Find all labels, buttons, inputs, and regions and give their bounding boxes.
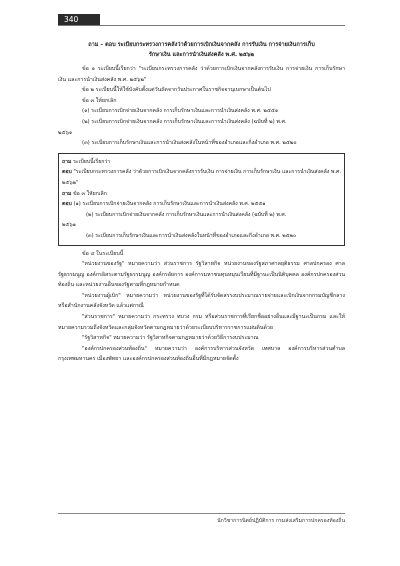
heading-line-1: ถาม – ตอบ ระเบียบกระทรวงการคลังว่าด้วยการเบิกเงินจากคลัง การรับเงิน การจ่ายเงินการเก็บ — [88, 42, 315, 48]
definition-paragraph: "รัฐวิสาหกิจ" หมายความว่า รัฐวิสาหกิจตามกฎหมายว่าด้วยวิธีการงบประมาณ — [82, 335, 259, 342]
intro-list-continuation: ๒๕๖๑ — [58, 129, 73, 136]
page-footer: นักวิชาการนิตย์ปฏิบัติการ กรมส่งเสริมการปกครองท้องถิ่น — [217, 518, 345, 524]
intro-list-item: (๑) ระเบียบการเบิกจ่ายเงินจากคลัง การเก็บรักษาเงินและการนำเงินส่งคลัง พ.ศ. ๒๕๕๑ — [82, 108, 279, 115]
question-label: ถาม — [62, 190, 72, 197]
header-rule — [58, 25, 345, 26]
document-heading — [58, 40, 345, 60]
intro-list-item: (๒) ระเบียบการเบิกจ่ายเงินจากคลัง การเก็บรักษาเงินและการนำเงินส่งคลัง (ฉบับที่ ๒) พ.ศ. — [82, 118, 287, 125]
intro-paragraph: ข้อ ๑ ระเบียบนี้เรียกว่า "ระเบียบกระทรวงการคลัง ว่าด้วยการเบิกเงินจากคลังการรับเงิน การจ่ายเงิน การเก็บรักษาเงิน และการนำเงินส่งคลัง พ.ศ. ๒๕๖๒" — [58, 66, 345, 83]
answer-label: ตอบ — [62, 169, 72, 176]
definition-paragraph: "หน่วยงานผู้เบิก" หมายความว่า หน่วยงานของรัฐที่ได้รับจัดสรรงบประมาณรายจ่ายและเบิกเงินจากกรมบัญชีกลางหรือสำนักงานคลังจังหวัด แล้วแต่กรณี — [58, 292, 345, 310]
intro-list-item: (๓) ระเบียบการเก็บรักษาเงินและการนำเงินส่งคลังในหน้าที่ของอำเภอและกิ่งอำเภอ พ.ศ. ๒๕๒๐ — [82, 140, 297, 147]
definition-paragraph: "หน่วยงานของรัฐ" หมายความว่า ส่วนราชการ รัฐวิสาหกิจ หน่วยงานของรัฐสภาศาลยุติธรรม ศาลปกครอง ศาลรัฐธรรมนูญ องค์กรอิสระตามรัฐธรรมนูญ องค์กรอัยการ องค์การมหาชนทุนหมุนเวียนที่มีฐานะเป็นนิติบุคคล องค์กรปกครองส่วนท้องถิ่น และหน่วยงานอื่นของรัฐตามที่กฎหมายกำหนด — [58, 261, 345, 289]
section-heading: ข้อ ๔ ในระเบียบนี้ — [82, 250, 124, 257]
answer-1 — [62, 167, 341, 188]
definition-paragraph: "ส่วนราชการ" หมายความว่า กระทรวง ทบวง กรม หรือส่วนราชการที่เรียกชื่ออย่างอื่นและมีฐานะเป็นกรม และให้หมายความรวมถึงจังหวัดและกลุ่มจังหวัดตามกฎหมายว่าด้วยระเบียบบริหารราชการแผ่นดินด้วย — [58, 314, 345, 331]
document-body — [58, 40, 345, 365]
definition-paragraph: "องค์กรปกครองส่วนท้องถิ่น" หมายความว่า องค์การบริหารส่วนจังหวัด เทศบาล องค์การบริหารส่วนตำบล กรุงเทพมหานคร เมืองพัทยา และองค์กรปกครองส่วนท้องถิ่นอื่นที่มีกฎหมายจัดตั้ง — [58, 345, 345, 363]
intro-paragraph: ข้อ ๒ ระเบียบนี้ให้ใช้บังคับตั้งแต่วันถัดจากวันประกาศในราชกิจจานุเบกษาเป็นต้นไป — [82, 87, 271, 94]
question-2 — [62, 189, 341, 200]
question-label: ถาม — [62, 158, 72, 165]
definitions-section — [58, 249, 345, 366]
intro-paragraph: ข้อ ๓ ให้ยกเลิก — [82, 97, 117, 104]
answer-text: "ระเบียบกระทรวงการคลัง ว่าด้วยการเบิกเงินจากคลังการรับเงิน การจ่ายเงิน การเก็บรักษาเงิน และการนำเงินส่งคลัง พ.ศ. ๒๕๖๒" — [62, 169, 341, 186]
answer-list-item: (๓) ระเบียบการเก็บรักษาเงินและการนำเงินส่งคลังในหน้าที่ของอำเภอและกิ่งอำเภอ พ.ศ. ๒๕๒๐ — [86, 232, 297, 239]
intro-section — [58, 64, 345, 149]
question-text: ข้อ ๓ ให้ยกเลิก — [73, 190, 107, 197]
qa-box — [58, 153, 345, 246]
question-1 — [62, 157, 341, 168]
answer-list-continuation: ๒๕๖๑ — [62, 222, 76, 229]
question-text: ระเบียบนี้เรียกว่า — [73, 158, 111, 165]
answer-2 — [62, 199, 341, 210]
answer-list-item: (๑) ระเบียบการเบิกจ่ายเงินจากคลัง การเก็บรักษาเงินและการนำเงินส่งคลัง พ.ศ. ๒๕๕๑ — [73, 201, 266, 208]
answer-list-item: (๒) ระเบียบการเบิกจ่ายเงินจากคลัง การเก็บรักษาเงินและการนำเงินส่งคลัง (ฉบับที่ ๒) พ.ศ. — [86, 211, 287, 218]
page-number: 340 — [64, 15, 79, 24]
heading-line-2: รักษาเงิน และการนำเงินส่งคลัง พ.ศ. ๒๕๖๒ — [148, 52, 255, 58]
answer-label: ตอบ — [62, 201, 72, 208]
footer-rule — [58, 513, 345, 514]
